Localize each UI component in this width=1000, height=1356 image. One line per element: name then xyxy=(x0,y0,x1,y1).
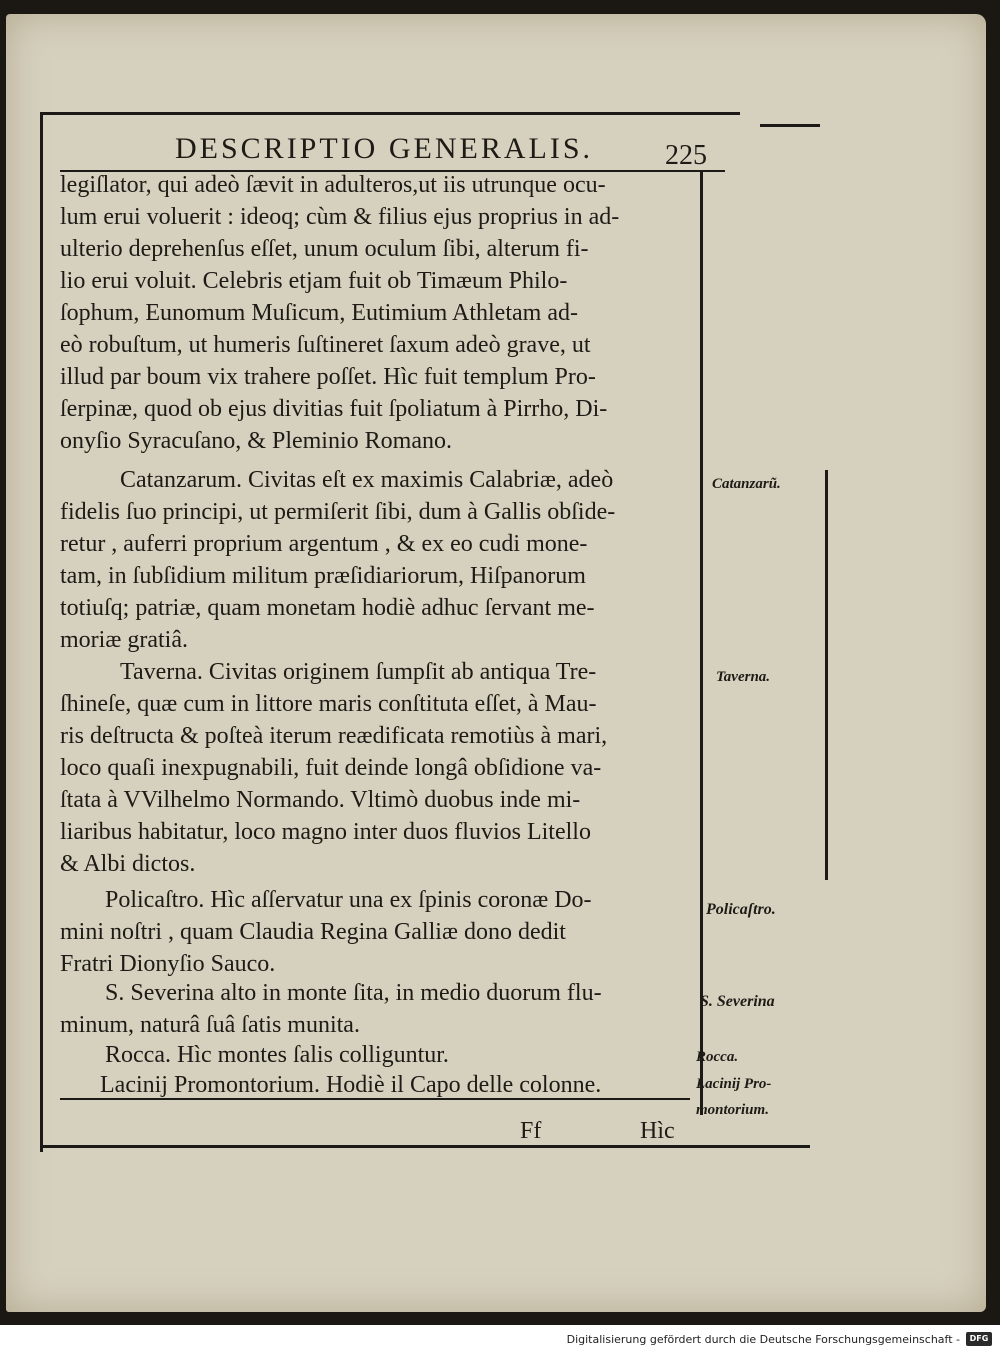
text-line: Lacinij Promontorium. Hodiè il Capo delle colonne. xyxy=(100,1072,602,1098)
text-line: Policaſtro. Hìc aſſervatur una ex ſpinis coronæ Do- xyxy=(105,887,592,913)
text-line: liaribus habitatur, loco magno inter duos fluvios Litello xyxy=(60,819,591,845)
text-line: Fratri Dionyſio Sauco. xyxy=(60,951,276,977)
text-line: tam, in ſubſidium militum præſidiariorum, Hiſpanorum xyxy=(60,563,586,589)
text-line: totiuſq; patriæ, quam monetam hodiè adhuc ſervant me- xyxy=(60,595,595,621)
credit-bar xyxy=(0,1325,1000,1356)
dfg-credit-text: Digitalisierung gefördert durch die Deutsche Forschungsgemeinschaft - xyxy=(566,1333,960,1346)
margin-note-severina: S. Severina xyxy=(700,993,775,1010)
text-line: legiſlator, qui adeò ſævit in adulteros,ut iis utrunque ocu- xyxy=(60,172,606,198)
margin-note-catanzarum: Catanzarũ. xyxy=(712,476,781,492)
text-line: mini noſtri , quam Claudia Regina Galliæ dono dedit xyxy=(60,919,566,945)
text-line: lio erui voluit. Celebris etjam fuit ob Timæum Philo- xyxy=(60,268,568,294)
page-number: 225 xyxy=(665,140,707,171)
text-line: ris deſtructa & poſteà iterum reædificata remotiùs à mari, xyxy=(60,723,608,749)
text-line: fidelis ſuo principi, ut permiſerit ſibi, dum à Gallis obſide- xyxy=(60,499,616,525)
dfg-logo-icon: DFG xyxy=(966,1332,992,1346)
margin-note-rocca: Rocca. xyxy=(696,1049,739,1065)
margin-note-policastro: Policaſtro. xyxy=(706,901,776,918)
text-line: loco quaſi inexpugnabili, fuit deinde longâ obſidione va- xyxy=(60,755,602,781)
margin-note-lacinij-1: Lacinij Pro- xyxy=(696,1076,772,1092)
text-line: & Albi dictos. xyxy=(60,851,196,877)
text-line: ſhineſe, quæ cum in littore maris conſtituta eſſet, à Mau- xyxy=(60,691,597,717)
text-line: lum erui voluerit : ideoq; cùm & filius ejus proprius in ad- xyxy=(60,204,620,230)
text-line: Catanzarum. Civitas eſt ex maximis Calabriæ, adeò xyxy=(120,467,614,493)
text-line: minum, naturâ ſuâ ſatis munita. xyxy=(60,1012,360,1038)
margin-note-lacinij-2: montorium. xyxy=(696,1102,769,1118)
text-line: ulterio deprehenſus eſſet, unum oculum ſibi, alterum fi- xyxy=(60,236,589,262)
text-line: moriæ gratiâ. xyxy=(60,627,188,653)
text-line: Rocca. Hìc montes ſalis colliguntur. xyxy=(105,1042,449,1068)
text-line: retur , auferri proprium argentum , & ex eo cudi mone- xyxy=(60,531,588,557)
running-title: DESCRIPTIO GENERALIS. xyxy=(175,132,594,165)
text-line: Taverna. Civitas originem ſumpſit ab antiqua Tre- xyxy=(120,659,597,685)
text-line: S. Severina alto in monte ſita, in medio duorum flu- xyxy=(105,980,602,1006)
text-line: illud par boum vix trahere poſſet. Hìc fuit templum Pro- xyxy=(60,364,596,390)
text-line: ſophum, Eunomum Muſicum, Eutimium Athletam ad- xyxy=(60,300,578,326)
signature-mark: Ff xyxy=(520,1118,542,1144)
text-line: eò robuſtum, ut humeris ſuſtineret ſaxum adeò grave, ut xyxy=(60,332,591,358)
catchword: Hìc xyxy=(640,1118,675,1144)
text-line: ſerpinæ, quod ob ejus divitias fuit ſpoliatum à Pirrho, Di- xyxy=(60,396,608,422)
text-line: ſtata à VVilhelmo Normando. Vltimò duobus inde mi- xyxy=(60,787,581,813)
text-line: onyſio Syracuſano, & Pleminio Romano. xyxy=(60,428,452,454)
margin-note-taverna: Taverna. xyxy=(716,669,771,685)
